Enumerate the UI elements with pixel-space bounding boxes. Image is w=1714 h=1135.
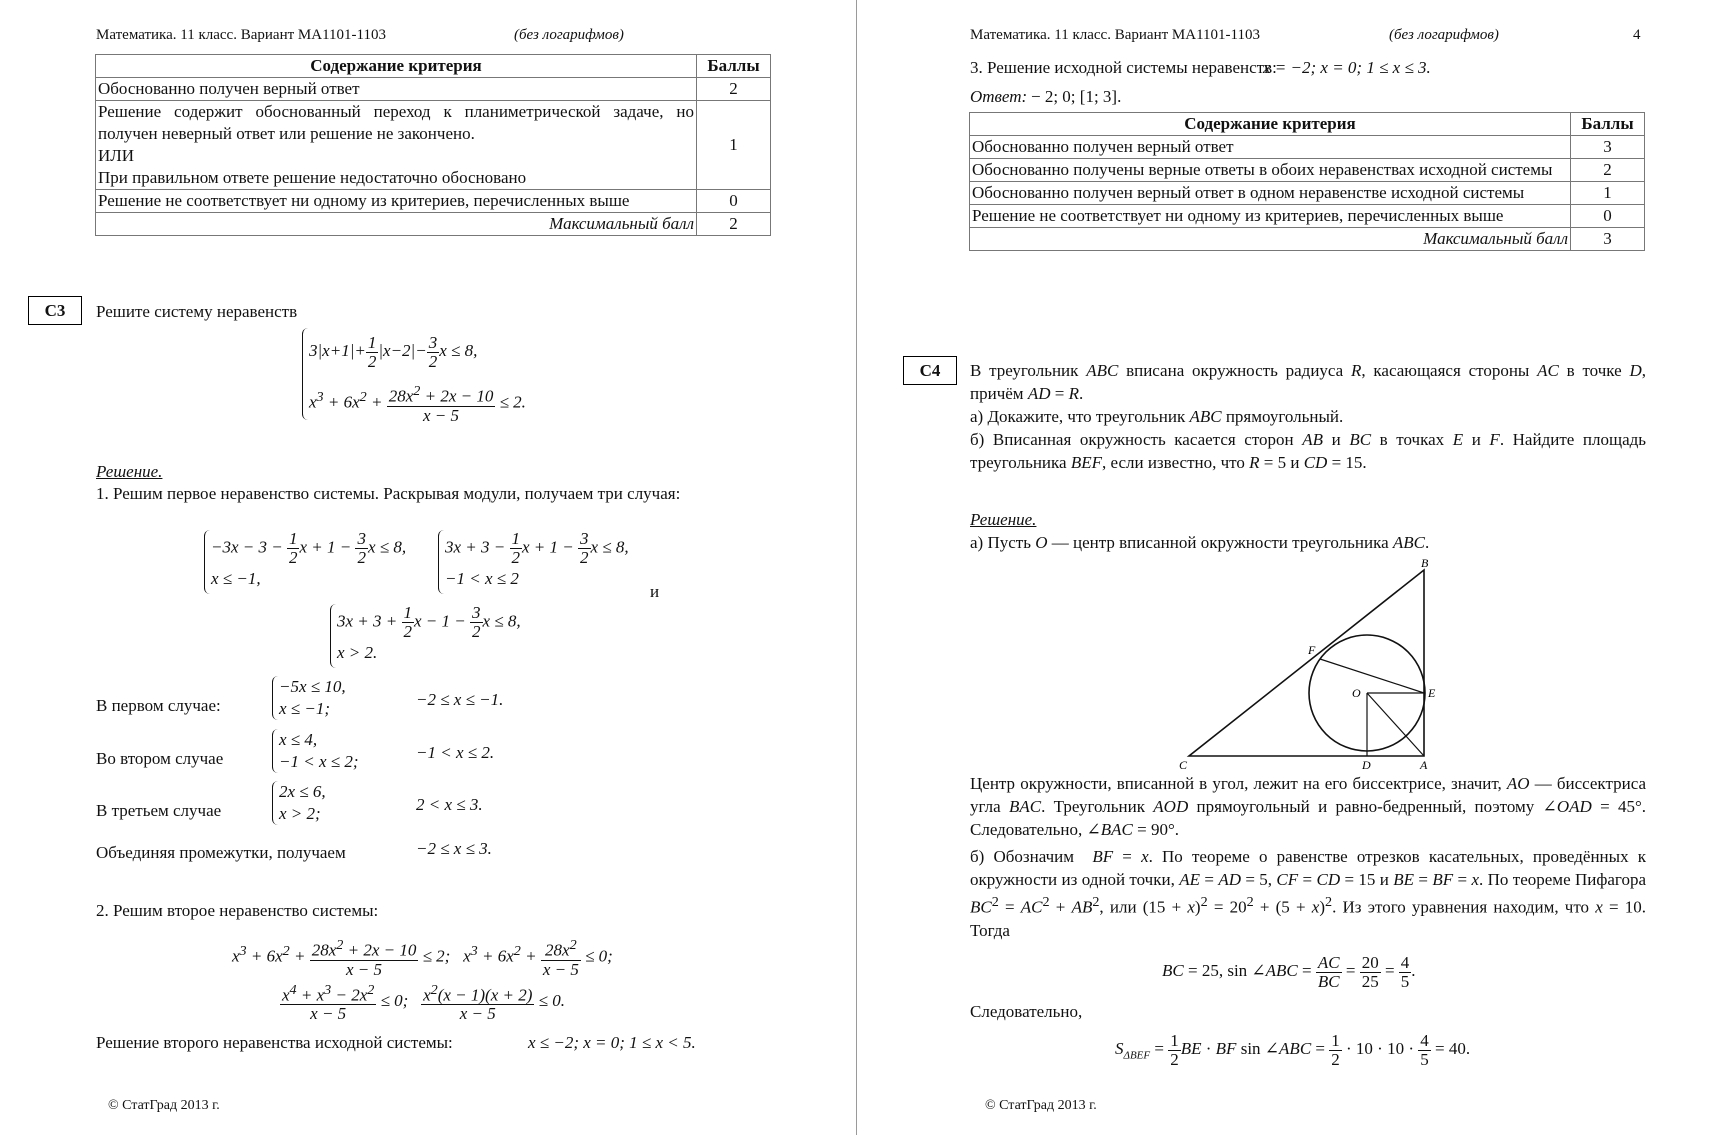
page-number: 4	[1633, 27, 1641, 43]
table-row	[96, 190, 771, 213]
criteria-text	[96, 101, 697, 190]
page-header-title: Математика. 11 класс. Вариант МА1101-1103	[970, 27, 1260, 43]
points-cell: 2	[1571, 159, 1645, 182]
max-score-value: 3	[1571, 228, 1645, 251]
table-row	[96, 78, 771, 101]
criteria-text: Обоснованно получен верный ответ в одном неравенстве исходной системы	[970, 182, 1571, 205]
c4-solution-a: а) Пусть O — центр вписанной окружности треугольника ABC.	[970, 533, 1430, 552]
step2-answer: x ≤ −2; x = 0; 1 ≤ x < 5.	[528, 1033, 696, 1052]
copyright: © СтатГрад 2013 г.	[108, 1098, 220, 1113]
criteria-text-part: Решение содержит обоснованный переход к планиметрической задаче, но получен неверный ответ или решение не закончено.	[98, 102, 694, 143]
solution-step2: 2. Решим второе неравенство системы:	[96, 901, 379, 920]
label-c: C	[1179, 758, 1188, 772]
union-label: Объединяя промежутки, получаем	[96, 843, 346, 862]
label-f: F	[1308, 643, 1316, 657]
c4-solution-heading: Решение.	[970, 510, 1037, 529]
case-system-1: −3x − 3 − $\frac{1}{2}$ x + 1 − $\frac{3}{2}$ x ≤ 8, x ≤ −1,	[204, 530, 406, 594]
max-score-value: 2	[697, 213, 771, 236]
case2-system: x ≤ 4, −1 < x ≤ 2;	[272, 729, 358, 773]
max-score-label: Максимальный балл	[970, 228, 1571, 251]
area-formula: $S_{\Delta BEF}$ = $\frac{1}{2}$ BE · BF sin ∠ABC = $\frac{1}{2}$ · 10 · 10 · $\frac{4}{5}$ = 40.	[1115, 1030, 1471, 1069]
case3-result: 2 < x ≤ 3.	[416, 795, 483, 814]
step2-answer-label: Решение второго неравенства исходной системы:	[96, 1033, 453, 1052]
table-row	[970, 228, 1645, 251]
step3-value: x = −2; x = 0; 1 ≤ x ≤ 3.	[1263, 58, 1431, 77]
case1-system: −5x ≤ 10, x ≤ −1;	[272, 676, 346, 720]
points-cell: 0	[697, 190, 771, 213]
table-row	[970, 136, 1645, 159]
task-label-c4: C4	[903, 356, 957, 385]
criteria-text: Решение не соответствует ни одному из критериев, перечисленных выше	[96, 190, 697, 213]
points-cell: 1	[1571, 182, 1645, 205]
label-d: D	[1362, 758, 1371, 772]
step2-formula-line2: $\frac{x^4 + x^3 - 2x^2}{x - 5}$ ≤ 0; $\frac{x^2(x - 1)(x + 2)}{x - 5}$ ≤ 0.	[282, 981, 565, 1024]
case2-label: Во втором случае	[96, 749, 224, 768]
inequality-system: 3|x+1|+ $\frac{1}{2}$ |x−2|− $\frac{3}{2}$ x ≤ 8, $x^3 + 6x^2$ + $\frac{28x^2 + 2x - 10}{x - 5}$ ≤ 2.	[302, 328, 526, 420]
right-page	[857, 0, 1714, 1135]
points-cell: 1	[697, 101, 771, 190]
points-cell: 0	[1571, 205, 1645, 228]
case2-result: −1 < x ≤ 2.	[416, 743, 495, 762]
triangle-abc	[1189, 570, 1424, 756]
task-label-c3: C3	[28, 296, 82, 325]
case-system-3: 3x + 3 + $\frac{1}{2}$ x − 1 − $\frac{3}{2}$ x ≤ 8, x > 2.	[330, 604, 521, 668]
criteria-header: Содержание критерия	[96, 55, 697, 78]
case1-label: В первом случае:	[96, 696, 221, 715]
c4-solution-a-text: Центр окружности, вписанной в угол, лежит на его биссектрисе, значит, AO — биссектриса угла BAC. Треугольник AOD прямоугольный и равно-бедренный, поэтому ∠OAD = 45°. Следовательно, ∠BAC = 90°.	[970, 774, 1647, 839]
criteria-text: Решение не соответствует ни одному из критериев, перечисленных выше	[970, 205, 1571, 228]
and-word: и	[650, 582, 660, 601]
criteria-header: Содержание критерия	[970, 113, 1571, 136]
criteria-table-c2	[95, 54, 771, 236]
page-header-note: (без логарифмов)	[1389, 27, 1499, 43]
criteria-or: ИЛИ	[98, 146, 135, 165]
points-header: Баллы	[697, 55, 771, 78]
case-system-2: 3x + 3 − $\frac{1}{2}$ x + 1 − $\frac{3}{2}$ x ≤ 8, −1 < x ≤ 2	[438, 530, 629, 594]
segment-fe	[1320, 659, 1424, 693]
case3-label: В третьем случае	[96, 801, 222, 820]
case3-system: 2x ≤ 6, x > 2;	[272, 781, 326, 825]
union-result: −2 ≤ x ≤ 3.	[416, 839, 492, 858]
criteria-text-part: При правильном ответе решение недостаточно обосновано	[98, 168, 527, 187]
solution-step1: 1. Решим первое неравенство системы. Раскрывая модули, получаем три случая:	[96, 484, 681, 503]
table-row	[970, 205, 1645, 228]
criteria-text: Обоснованно получен верный ответ	[96, 78, 697, 101]
criteria-text: Обоснованно получены верные ответы в обоих неравенствах исходной системы	[970, 159, 1571, 182]
criteria-text: Обоснованно получен верный ответ	[970, 136, 1571, 159]
step3-label: 3. Решение исходной системы неравенств:	[970, 58, 1277, 77]
solution-heading: Решение.	[96, 462, 163, 481]
page-header-title: Математика. 11 класс. Вариант МА1101-1103	[96, 27, 386, 43]
answer-label: Ответ:	[970, 87, 1028, 106]
answer-value: − 2; 0; [1; 3].	[1031, 87, 1122, 106]
case1-result: −2 ≤ x ≤ −1.	[416, 690, 504, 709]
points-header: Баллы	[1571, 113, 1645, 136]
bc-sin-formula: BC = 25, sin ∠ABC = $\frac{AC}{BC}$ = $\frac{20}{25}$ = $\frac{4}{5}$ .	[1162, 952, 1416, 991]
step2-formula-line1: $x^3 + 6x^2$ + $\frac{28x^2 + 2x - 10}{x - 5}$ ≤ 2; $x^3 + 6x^2$ + $\frac{28x^2}{x - 5}$ ≤ 0;	[232, 937, 613, 980]
c4-solution-b-text: б) Обозначим BF = x. По теореме о равенстве отрезков касательных, проведённых к окружности из одной точки, AE = AD = 5, CF = CD = 15 и BE = BF = x. По теореме Пифагора $BC^2 = AC^2 + AB^2$, или $(15 + x)^2 = 20^2 + (5 + x)^2$. Из этого уравнения находим, что x = 10. Тогда	[970, 847, 1647, 940]
points-cell: 3	[1571, 136, 1645, 159]
points-cell: 2	[697, 78, 771, 101]
task-statement: Решите систему неравенств	[96, 302, 298, 321]
max-score-label: Максимальный балл	[96, 213, 697, 236]
label-a: A	[1420, 758, 1428, 772]
page-header-note: (без логарифмов)	[514, 27, 624, 43]
criteria-table-c3	[969, 112, 1645, 251]
copyright: © СтатГрад 2013 г.	[985, 1098, 1097, 1113]
table-row	[970, 159, 1645, 182]
c4-task-text: В треугольник ABC вписана окружность радиуса R, касающаяся стороны AC в точке D, причём AD = R. а) Докажите, что треугольник ABC прямоугольный. б) Вписанная окружность касается сторон AB и BC в точках E и F. Найдите площадь треугольника BEF, если известно, что R = 5 и CD = 15.	[970, 361, 1647, 472]
label-b: B	[1421, 558, 1429, 570]
table-row	[96, 213, 771, 236]
conclusion-word: Следовательно,	[970, 1002, 1083, 1021]
label-e: E	[1428, 686, 1436, 700]
triangle-figure	[1177, 558, 1517, 772]
label-o: O	[1352, 686, 1361, 700]
table-row	[96, 101, 771, 190]
table-row	[970, 182, 1645, 205]
